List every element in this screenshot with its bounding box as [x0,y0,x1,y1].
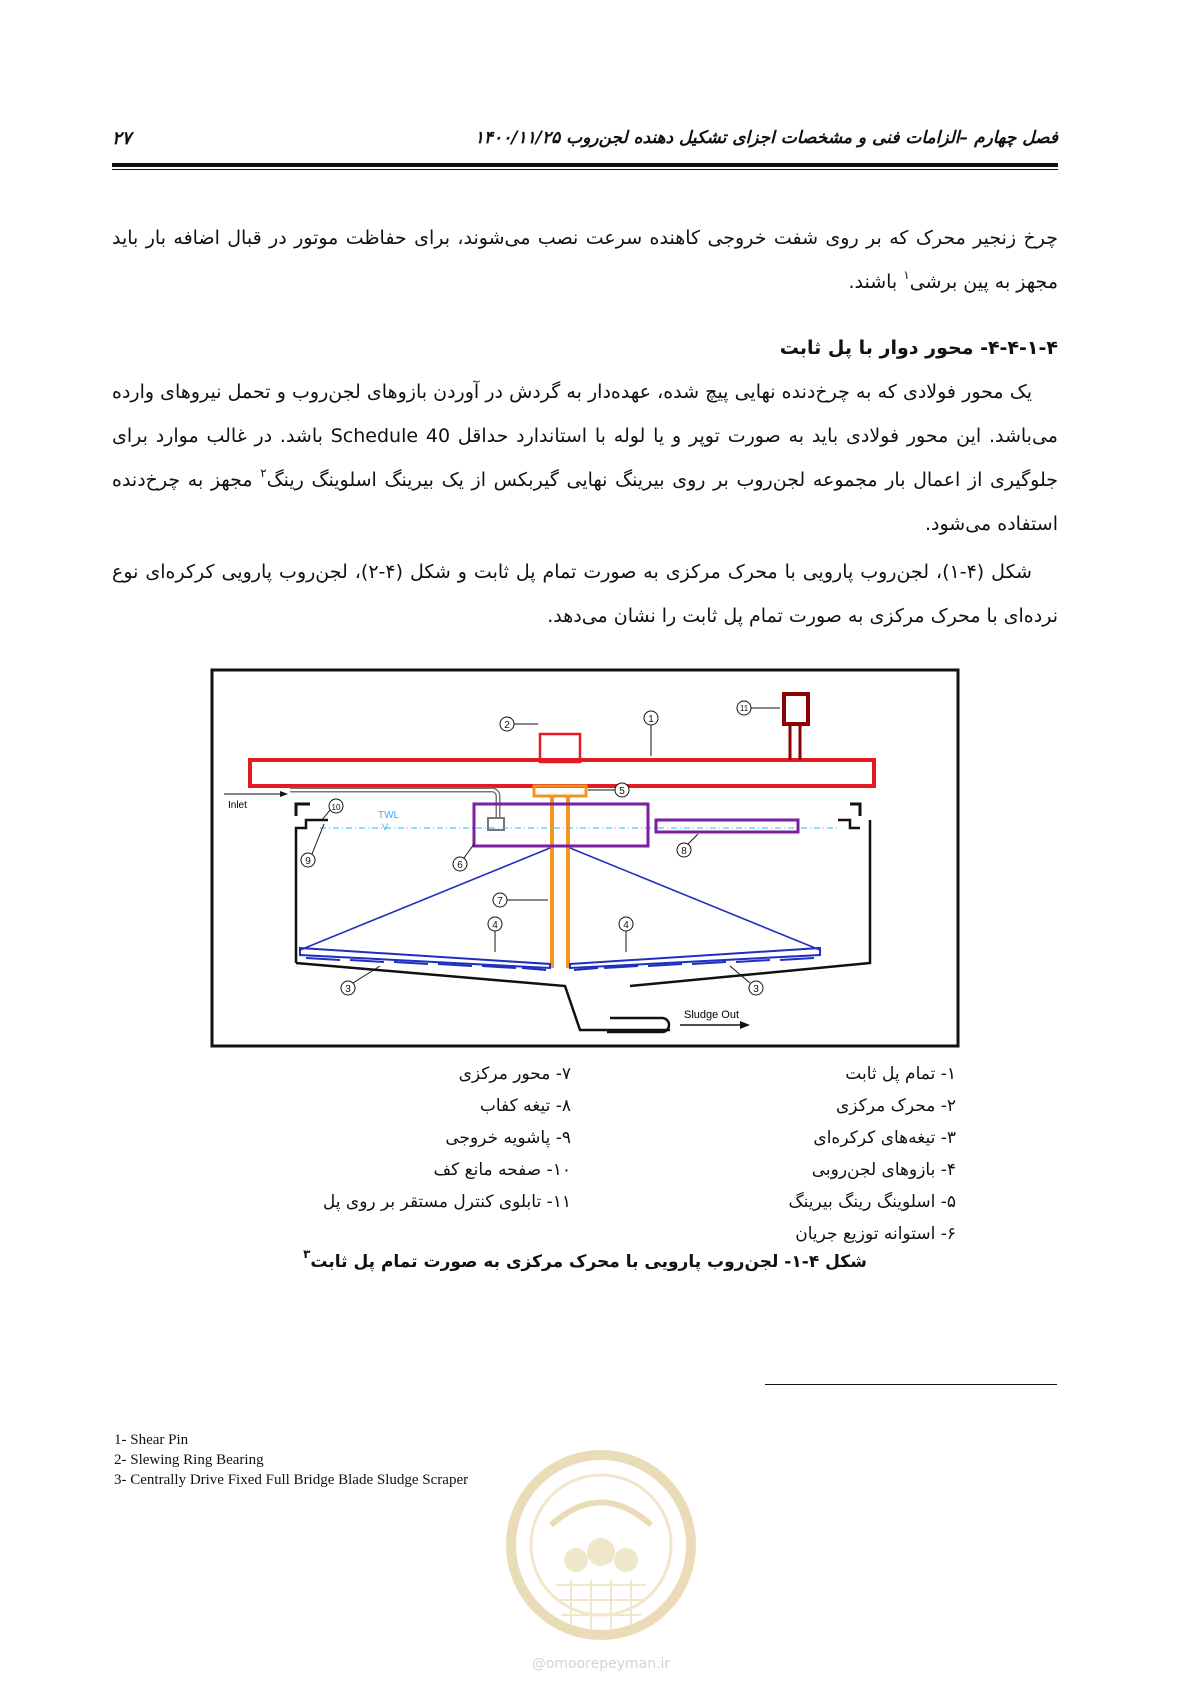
footnote-item: 1- Shear Pin [114,1432,189,1448]
twl-label: TWL [378,810,400,821]
legend-item: ۱۰- صفحه مانع کف [433,1160,571,1180]
svg-text:5: 5 [619,786,625,797]
caption-text: شکل ۴-۱- لجن‌روب پارویی با محرک مرکزی به صورت تمام پل ثابت [310,1252,867,1272]
intro-text-end: باشند. [848,271,904,293]
page-header [112,128,1058,158]
svg-text:8: 8 [681,846,687,857]
legend-right [788,1058,956,1250]
watermark-text: @omoorepeyman.ir [531,1656,671,1672]
sludge-out-label: Sludge Out [684,1009,740,1021]
section-paragraph-2 [112,550,1058,638]
footnote-ref-2: ۲ [260,466,267,480]
page-number: ۲۷ [112,128,132,149]
legend-item: ۵- اسلوینگ رینگ بیرینگ [788,1192,956,1212]
intro-text: چرخ زنجیر محرک که بر روی شفت خروجی کاهنده سرعت نصب می‌شوند، برای حفاظت موتور در قبال اضافه بار باید مجهز به پین برشی [112,227,1058,293]
legend-item: ۶- استوانه توزیع جریان [795,1224,956,1244]
svg-text:1: 1 [648,714,654,725]
legend-item: ۲- محرک مرکزی [835,1096,956,1116]
header-rule-thin [112,169,1058,170]
legend-item: ۸- تیغه کفاب [479,1096,571,1116]
figure-frame [212,670,958,1046]
inlet-label: Inlet [228,800,247,811]
header-rule [112,163,1058,167]
p2-text: شکل (۴-۱)، لجن‌روب پارویی با محرک مرکزی به صورت تمام پل ثابت و شکل (۴-۲)، لجن‌روب پارویی کرکره‌ای نوع نرده‌ای با محرک مرکزی به صورت تمام پل ثابت را نشان می‌دهد. [112,561,1058,627]
legend-left [323,1058,571,1218]
svg-text:4: 4 [623,920,629,931]
legend-item: ۱۱- تابلوی کنترل مستقر بر روی پل [322,1192,571,1212]
footnote-item: 3- Centrally Drive Fixed Full Bridge Blade Sludge Scraper [114,1472,469,1488]
p1-text-end: مجهز به چرخ‌دنده استفاده می‌شود. [112,469,1058,535]
legend-item: ۷- محور مرکزی [458,1064,571,1084]
watermark-logo [496,1440,706,1680]
svg-text:2: 2 [504,720,510,731]
section-paragraph-1 [112,370,1058,546]
footnotes [114,1430,468,1490]
svg-text:6: 6 [457,860,463,871]
footnote-ref-1: ۱ [903,268,910,282]
footnote-rule [765,1384,1057,1385]
svg-text:3: 3 [753,984,759,995]
p1-text: یک محور فولادی که به چرخ‌دنده نهایی پیچ شده، عهده‌دار به گردش در آوردن بازوهای لجن‌روب و تحمل نیروهای وارده می‌باشد. این محور فولادی باید به صورت توپر و یا لوله با استاندارد حداقل Schedule 40 باشد. در غالب موارد برای جلوگیری از اعمال بار مجموعه لجن‌روب بر روی بیرینگ نهایی گیربکس از یک بیرینگ اسلوینگ رینگ [112,381,1058,491]
legend-item: ۴- بازوهای لجن‌روبی [811,1160,956,1180]
svg-text:7: 7 [497,896,503,907]
intro-paragraph [112,216,1058,304]
figure-caption [112,1247,1058,1272]
legend-item: ۳- تیغه‌های کرکره‌ای [813,1128,956,1148]
footnote-item: 2- Slewing Ring Bearing [114,1452,264,1468]
sludge-scraper-diagram [210,668,960,1048]
svg-text:V: V [382,822,389,832]
svg-text:9: 9 [305,856,311,867]
svg-text:11: 11 [739,704,749,713]
svg-text:3: 3 [345,984,351,995]
legend-item: ۹- پاشویه خروجی [445,1128,571,1148]
chapter-title: فصل چهارم –الزامات فنی و مشخصات اجزای تشکیل دهنده لجن‌روب ۱۴۰۰/۱۱/۲۵ [474,128,1058,148]
section-heading: ۴-۴-۱-۴- محور دوار با پل ثابت [779,337,1058,359]
svg-text:4: 4 [492,920,498,931]
legend-item: ۱- تمام پل ثابت [845,1064,956,1084]
footnote-ref-3: ۳ [303,1247,311,1261]
svg-text:10: 10 [331,803,341,812]
